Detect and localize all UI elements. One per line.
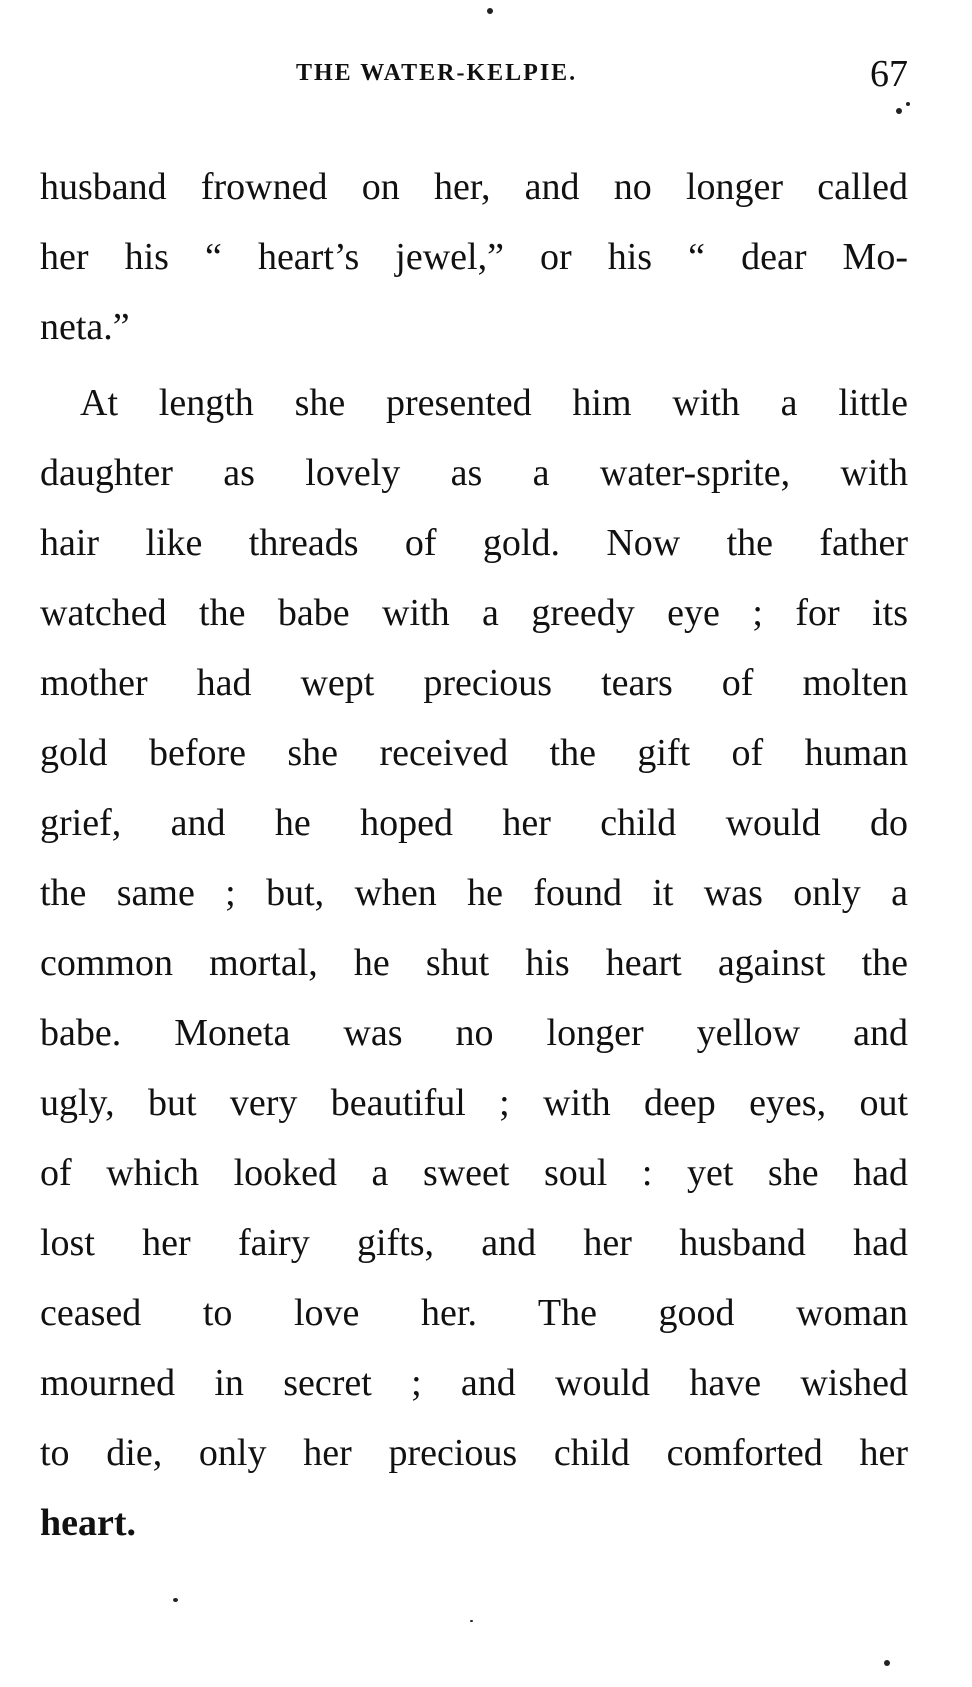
- ink-speck: [470, 1620, 473, 1622]
- text-line: gold before she received the gift of human: [40, 732, 908, 774]
- text-line: ugly, but very beautiful ; with deep eyes, out: [40, 1082, 908, 1124]
- text-line: heart.: [40, 1502, 137, 1544]
- text-line: ceased to love her. The good woman: [40, 1292, 908, 1334]
- running-header: [40, 53, 908, 96]
- text-line: husband frowned on her, and no longer called: [40, 166, 908, 208]
- ink-speck: [884, 1660, 890, 1666]
- text-line: of which looked a sweet soul : yet she had: [40, 1152, 908, 1194]
- text-line: watched the babe with a greedy eye ; for its: [40, 592, 908, 634]
- ink-speck: [896, 108, 902, 114]
- text-line: mourned in secret ; and would have wished: [40, 1362, 908, 1404]
- body-text: [40, 152, 908, 1564]
- text-line: common mortal, he shut his heart against the: [40, 942, 908, 984]
- text-line: daughter as lovely as a water-sprite, with: [40, 452, 908, 494]
- paragraph-1: [40, 152, 908, 362]
- text-line: neta.”: [40, 306, 130, 348]
- page-number: 67: [870, 53, 908, 95]
- ink-speck: [487, 8, 493, 14]
- ink-speck: [173, 1598, 178, 1602]
- text-line: to die, only her precious child comforted her: [40, 1432, 908, 1474]
- text-line: her his “ heart’s jewel,” or his “ dear Mo-: [40, 236, 908, 278]
- text-line: At length she presented him with a little: [80, 382, 908, 424]
- text-line: grief, and he hoped her child would do: [40, 802, 908, 844]
- text-line: hair like threads of gold. Now the father: [40, 522, 908, 564]
- text-line: babe. Moneta was no longer yellow and: [40, 1012, 908, 1054]
- text-line: mother had wept precious tears of molten: [40, 662, 908, 704]
- ink-speck: [906, 102, 910, 106]
- paragraph-2: [40, 368, 908, 1558]
- running-title: THE WATER-KELPIE.: [296, 60, 578, 86]
- text-line: lost her fairy gifts, and her husband had: [40, 1222, 908, 1264]
- text-line: the same ; but, when he found it was only a: [40, 872, 908, 914]
